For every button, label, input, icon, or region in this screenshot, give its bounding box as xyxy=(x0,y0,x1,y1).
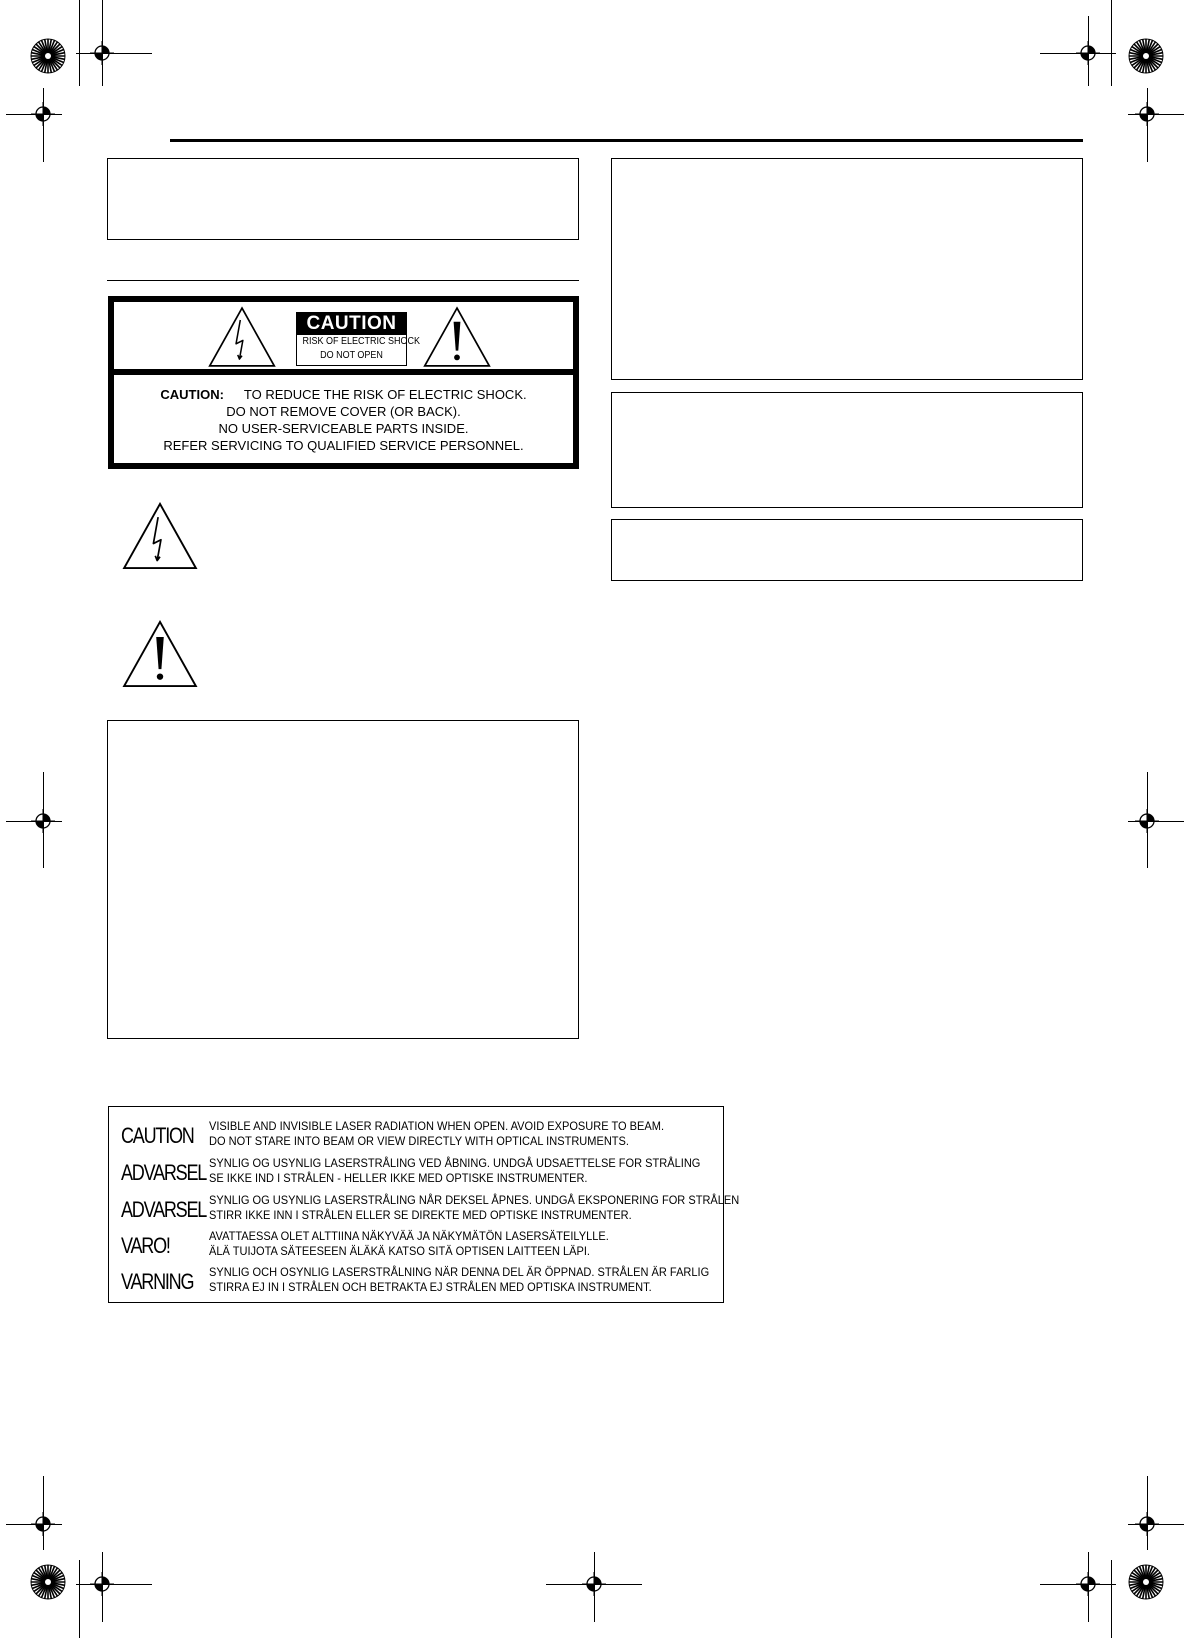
registration-sunburst-icon xyxy=(28,1562,68,1602)
notice-box xyxy=(107,720,579,1039)
crop-line xyxy=(79,1560,80,1638)
crop-line xyxy=(1128,1524,1184,1525)
crop-line xyxy=(1128,821,1184,822)
caution-line: NO USER-SERVICEABLE PARTS INSIDE. xyxy=(218,421,469,436)
caution-title: CAUTION xyxy=(297,313,406,335)
laser-line: SYNLIG OCH OSYNLIG LASERSTRÅLNING NÄR DENNA DEL ÄR ÖPPNAD. STRÅLEN ÄR FARLIG xyxy=(209,1265,710,1279)
crop-line xyxy=(1147,88,1148,162)
crop-line xyxy=(43,772,44,868)
notice-box xyxy=(611,158,1083,380)
crop-line xyxy=(79,0,80,86)
crop-line xyxy=(1147,772,1148,868)
exclamation-triangle-icon xyxy=(122,620,198,688)
laser-line: SYNLIG OG USYNLIG LASERSTRÅLING NÅR DEKSEL ÅPNES. UNDGÅ EKSPONERING FOR STRÅLEN xyxy=(209,1193,740,1207)
notice-box xyxy=(611,519,1083,581)
notice-box xyxy=(611,392,1083,508)
caution-subtitle-line: DO NOT OPEN xyxy=(320,350,383,361)
laser-row xyxy=(121,1229,717,1265)
laser-row xyxy=(121,1156,717,1192)
crop-line xyxy=(76,53,152,54)
caution-lead: CAUTION: xyxy=(160,387,224,402)
electric-shock-warning-icon xyxy=(208,306,276,368)
notice-box xyxy=(107,158,579,240)
header-rule xyxy=(170,139,1083,142)
crop-line xyxy=(1147,1476,1148,1550)
caution-label xyxy=(108,296,579,469)
exclamation-warning-icon xyxy=(423,306,491,368)
laser-line: SE IKKE IND I STRÅLEN - HELLER IKKE MED OPTISKE INSTRUMENTER. xyxy=(209,1171,588,1185)
caution-subtitle-line: RISK OF ELECTRIC SHOCK xyxy=(302,336,420,347)
crop-line xyxy=(1111,0,1112,86)
laser-warning-word: ADVARSEL xyxy=(121,1160,207,1185)
laser-row xyxy=(121,1119,717,1155)
caution-divider xyxy=(114,369,573,375)
registration-sunburst-icon xyxy=(28,36,68,76)
crop-line xyxy=(76,1584,152,1585)
laser-warning-word: VARNING xyxy=(121,1269,194,1294)
crop-line xyxy=(102,0,103,86)
laser-line: STIRR IKKE INN I STRÅLEN ELLER SE DIREKTE MED OPTISKE INSTRUMENTER. xyxy=(209,1208,632,1222)
laser-row xyxy=(121,1193,740,1229)
crop-line xyxy=(1040,53,1116,54)
crop-line xyxy=(594,1552,595,1622)
registration-sunburst-icon xyxy=(1126,1562,1166,1602)
laser-warning-word: VARO! xyxy=(121,1233,170,1258)
caution-text xyxy=(114,386,573,454)
lightning-bolt-triangle-icon xyxy=(122,502,198,570)
crop-line xyxy=(6,1524,62,1525)
crop-line xyxy=(6,821,62,822)
section-rule xyxy=(107,280,579,281)
crop-line xyxy=(1111,1560,1112,1638)
laser-line: AVATTAESSA OLET ALTTIINA NÄKYVÄÄ JA NÄKYMÄTÖN LASERSÄTEILYLLE. xyxy=(209,1229,609,1243)
crop-line xyxy=(43,1476,44,1550)
laser-line: VISIBLE AND INVISIBLE LASER RADIATION WHEN OPEN. AVOID EXPOSURE TO BEAM. xyxy=(209,1119,665,1133)
laser-line: STIRRA EJ IN I STRÅLEN OCH BETRAKTA EJ STRÅLEN MED OPTISKA INSTRUMENT. xyxy=(209,1280,652,1294)
caution-line: REFER SERVICING TO QUALIFIED SERVICE PERSONNEL. xyxy=(163,438,524,453)
laser-row xyxy=(121,1265,717,1301)
caution-header xyxy=(296,312,420,366)
laser-line: DO NOT STARE INTO BEAM OR VIEW DIRECTLY WITH OPTICAL INSTRUMENTS. xyxy=(209,1134,629,1148)
laser-line: SYNLIG OG USYNLIG LASERSTRÅLING VED ÅBNING. UNDGÅ UDSAETTELSE FOR STRÅLING xyxy=(209,1156,701,1170)
crop-line xyxy=(1128,114,1184,115)
crop-line xyxy=(1088,1552,1089,1622)
crop-line xyxy=(6,114,62,115)
crop-line xyxy=(43,88,44,162)
laser-line: ÄLÄ TUIJOTA SÄTEESEEN ÄLÄKÄ KATSO SITÄ OPTISEN LAITTEEN LÄPI. xyxy=(209,1244,590,1258)
crop-line xyxy=(1088,16,1089,86)
laser-warning-word: CAUTION xyxy=(121,1123,194,1148)
crop-line xyxy=(1040,1584,1116,1585)
registration-sunburst-icon xyxy=(1126,36,1166,76)
crop-line xyxy=(102,1552,103,1622)
caution-line: DO NOT REMOVE COVER (OR BACK). xyxy=(226,404,461,419)
laser-warning-word: ADVARSEL xyxy=(121,1197,207,1222)
caution-line: TO REDUCE THE RISK OF ELECTRIC SHOCK. xyxy=(243,387,527,402)
laser-warning-label xyxy=(108,1106,740,1303)
